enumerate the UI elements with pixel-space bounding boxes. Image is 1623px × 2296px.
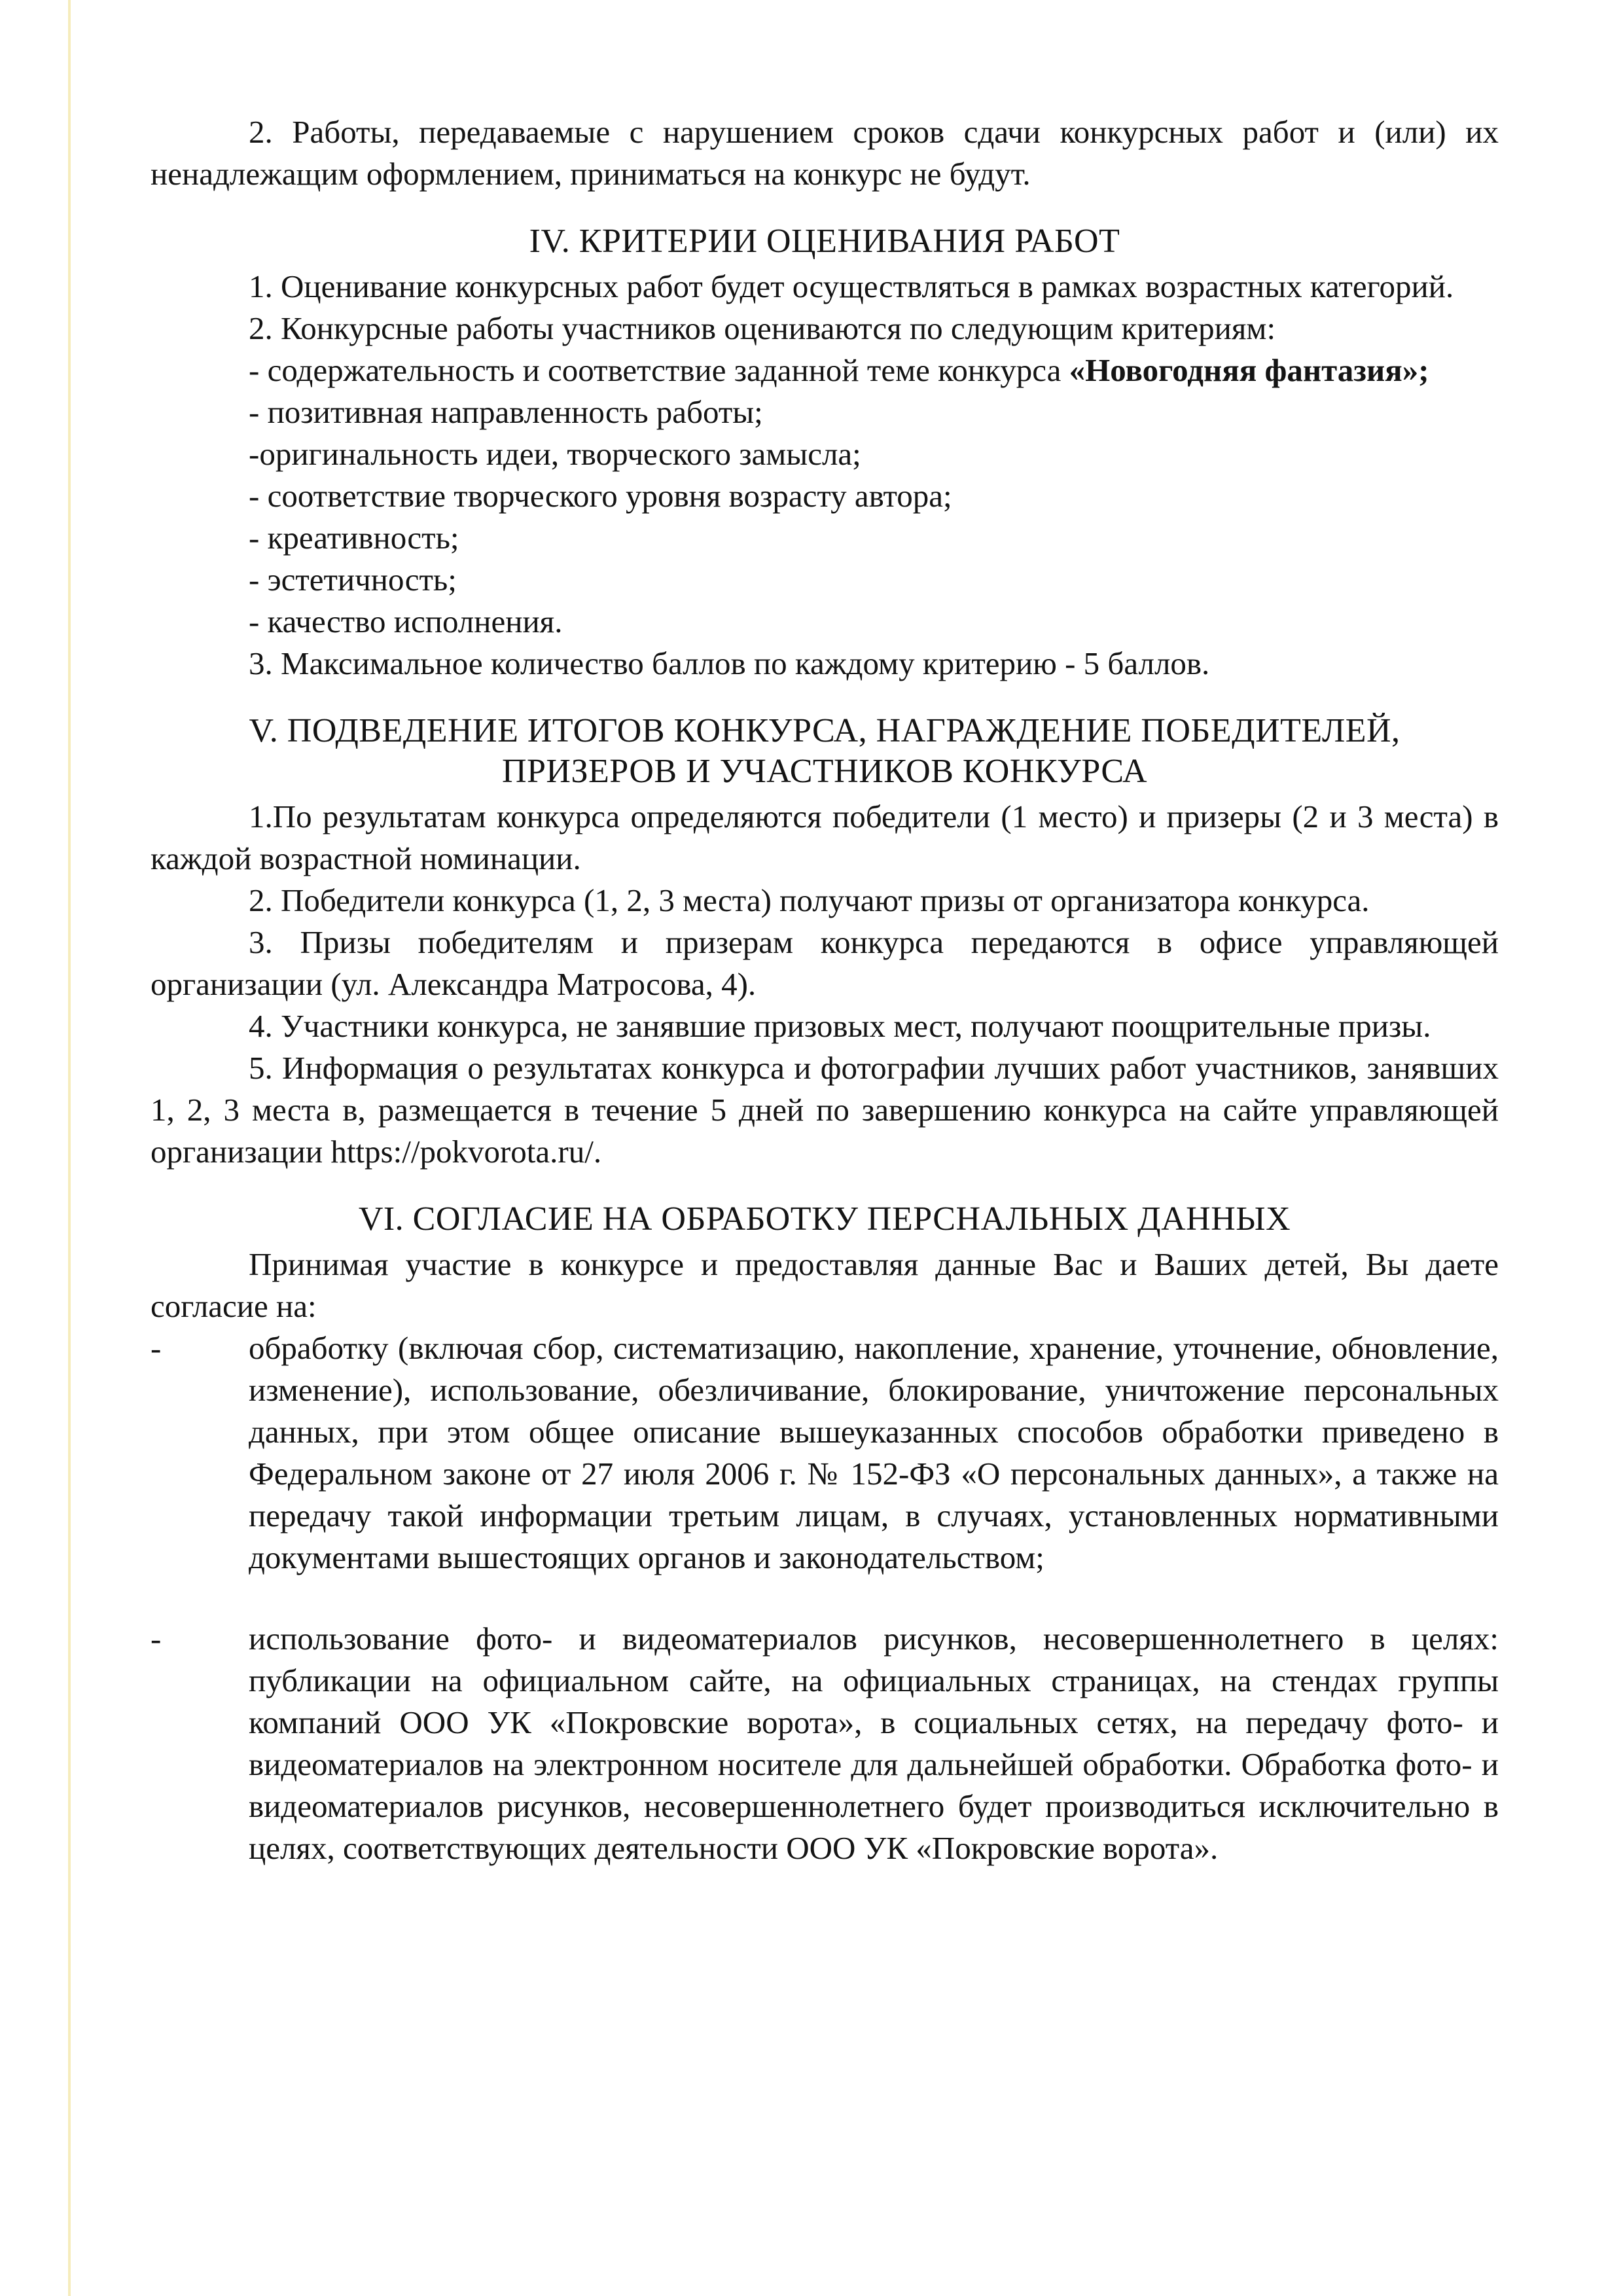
- criterion-item: - позитивная направленность работы;: [249, 394, 763, 430]
- document-body: [151, 111, 1499, 1869]
- section-v-paragraph-3: 3. Призы победителям и призерам конкурса передаются в офисе управляющей организации (ул. Александра Матросова, 4).: [151, 924, 1499, 1002]
- criterion-1-text: - содержательность и соответствие заданной теме конкурса: [249, 352, 1069, 388]
- section-v-paragraph-5: 5. Информация о результатах конкурса и фотографии лучших работ участников, занявших 1, 2, 3 места в, размещается в течение 5 дней по завершению конкурса на сайте управляющей организации https://pokvorota.ru/.: [151, 1050, 1499, 1170]
- criterion-item: - соответствие творческого уровня возрасту автора;: [249, 478, 952, 514]
- section-iv-paragraph-1: 1. Оценивание конкурсных работ будет осуществляться в рамках возрастных категорий.: [249, 268, 1454, 304]
- contest-theme-name: «Новогодняя фантазия»;: [1069, 352, 1429, 388]
- consent-item-processing: [151, 1327, 1499, 1579]
- section-iv-heading: IV. КРИТЕРИИ ОЦЕНИВАНИЯ РАБОТ: [529, 223, 1120, 260]
- criterion-item: -оригинальность идеи, творческого замысла;: [249, 436, 861, 472]
- list-dash: -: [151, 1330, 162, 1366]
- section-v-paragraph-4: 4. Участники конкурса, не занявшие призовых мест, получают поощрительные призы.: [249, 1008, 1431, 1044]
- criterion-item: - качество исполнения.: [249, 603, 563, 639]
- section-v-heading-line-2: ПРИЗЕРОВ И УЧАСТНИКОВ КОНКУРСА: [501, 753, 1148, 790]
- criterion-item: - креативность;: [249, 520, 459, 556]
- section-ii-paragraph-2: 2. Работы, передаваемые с нарушением сроков сдачи конкурсных работ и (или) их ненадлежащим оформлением, приниматься на конкурс не будут.: [151, 114, 1499, 192]
- section-v-heading-line-1: V. ПОДВЕДЕНИЕ ИТОГОВ КОНКУРСА, НАГРАЖДЕНИЕ ПОБЕДИТЕЛЕЙ,: [249, 712, 1400, 749]
- section-v-paragraph-1: 1.По результатам конкурса определяются победители (1 место) и призеры (2 и 3 места) в каждой возрастной номинации.: [151, 798, 1499, 876]
- consent-item-1-text: обработку (включая сбор, систематизацию, накопление, хранение, уточнение, обновление, изменение), использование, обезличивание, блокирование, уничтожение персональных данных, при этом общее описание вышеуказанных способов обработки приведено в Федеральном законе от 27 июля 2006 г. № 152-ФЗ «О персональных данных», а также на передачу такой информации третьим лицам, в случаях, установленных нормативными документами вышестоящих органов и законодательством;: [249, 1330, 1499, 1575]
- consent-item-2-text: использование фото- и видеоматериалов рисунков, несовершеннолетнего в целях: публикации на официальном сайте, на официальных страницах, на стендах группы компаний ООО УК «Покровские ворота», в социальных сетях, на передачу фото- и видеоматериалов на электронном носителе для дальнейшей обработки. Обработка фото- и видеоматериалов рисунков, несовершеннолетнего будет производиться исключительно в целях, соответствующих деятельности ООО УК «Покровские ворота».: [249, 1621, 1499, 1866]
- consent-item-media-use: [151, 1618, 1499, 1869]
- section-iv-paragraph-3: 3. Максимальное количество баллов по каждому критерию - 5 баллов.: [249, 645, 1210, 681]
- scan-edge-line: [68, 0, 71, 2296]
- section-v-paragraph-2: 2. Победители конкурса (1, 2, 3 места) получают призы от организатора конкурса.: [249, 882, 1370, 918]
- list-dash: -: [151, 1621, 162, 1657]
- section-vi-heading: VI. СОГЛАСИЕ НА ОБРАБОТКУ ПЕРСНАЛЬНЫХ ДАННЫХ: [358, 1200, 1291, 1238]
- criterion-item: - эстетичность;: [249, 562, 457, 598]
- section-iv-criterion-1: [151, 350, 1499, 391]
- section-v-heading: [151, 711, 1499, 792]
- section-iv-paragraph-2: 2. Конкурсные работы участников оцениваются по следующим критериям:: [249, 310, 1276, 346]
- section-vi-intro: Принимая участие в конкурсе и предоставляя данные Вас и Ваших детей, Вы даете согласие на:: [151, 1246, 1499, 1324]
